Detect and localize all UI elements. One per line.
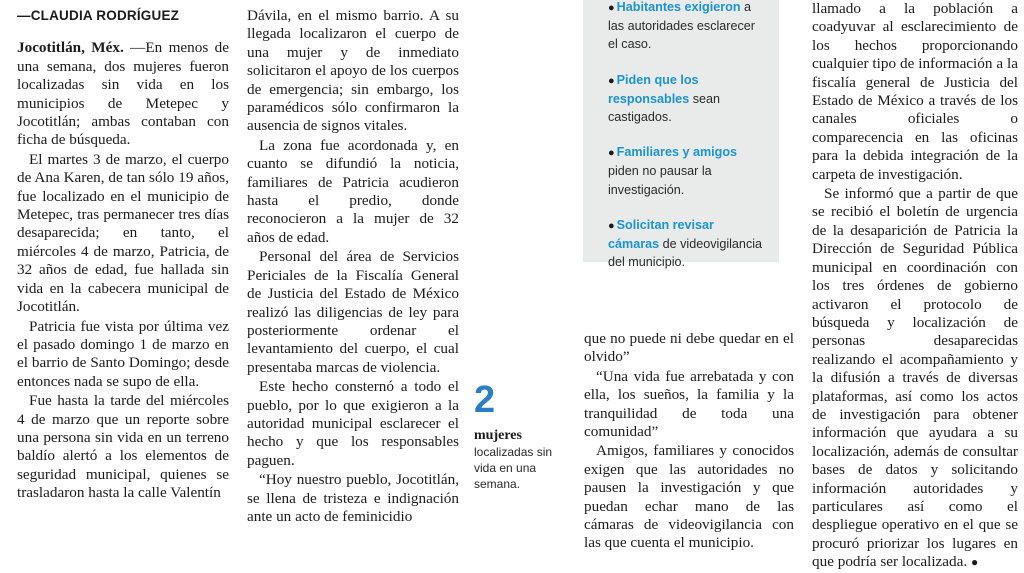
article-paragraph: Este hecho consternó a todo el pueblo, por lo que exigieron a la autoridad municipal esclarecer el hecho y que los responsables paguen. [247,378,459,469]
article-paragraph: Fue hasta la tarde del miércoles 4 de marzo que un reporte sobre una persona sin vida en un terreno baldío alertó a los elementos de seguridad municipal, quienes se trasladaron hasta la calle Valentín [17,392,229,502]
article-paragraph: “Una vida fue arrebatada y con ella, los sueños, la familia y la tranquilidad de toda una comunidad” [584,367,794,441]
bullet-icon: ● [608,147,615,160]
article-paragraph: La zona fue acordonada y, en cuanto se difundió la noticia, familiares de Patricia acudieron hasta el predio, donde reconocieron a la mujer de 32 años de edad. [247,136,459,246]
article-paragraph: Jocotitlán, Méx. —En menos de una semana, dos mujeres fueron localizadas sin vida en los municipios de Metepec y Jocotitlán; ambas contaban con ficha de búsqueda. [17,39,229,149]
article-column-5 [812,0,1018,573]
sidebar-item: ● Solicitan revisar cámaras de videovigilancia del municipio. [608,217,763,270]
bullet-icon: ● [608,219,615,232]
article-paragraph: El martes 3 de marzo, el cuerpo de Ana Karen, de tan sólo 19 años, fue localizado en el municipio de Metepec, tras permanecer tres días desaparecida; en tanto, el miércoles 4 de marzo, Patricia, de 32 años de edad, fue hallada sin vida en la cabecera municipal de Jocotitlán. [17,150,229,316]
article-paragraph: Amigos, familiares y conocidos exigen que las autoridades no pausen la investigación y que puedan echar mano de las cámaras de videovigilancia con las que cuenta el municipio. [584,442,794,552]
bullet-icon: ● [608,2,615,14]
article-paragraph: “Hoy nuestro pueblo, Jocotitlán, se llena de tristeza e indignación ante un acto de feminicidio [247,471,459,525]
byline: —CLAUDIA RODRÍGUEZ [17,8,180,23]
article-paragraph: Dávila, en el mismo barrio. A su llegada localizaron el cuerpo de una mujer y de inmediato solicitaron el apoyo de los cuerpos de emergencia; sin embargo, los paramédicos sólo confirmaron la ausencia de signos vitales. [247,7,459,135]
sidebar-item: ● Familiares y amigos piden no pausar la investigación. [608,145,738,197]
article-column-1 [17,7,229,504]
sidebar-box [583,0,779,270]
article-paragraph: Patricia fue vista por última vez el pasado domingo 1 de marzo en el barrio de Santo Domingo; desde entonces nada se supo de ella. [17,317,229,390]
end-mark-icon: ● [970,555,979,570]
stat-number: 2 [474,379,496,421]
article-paragraph: Personal del área de Servicios Periciales de la Fiscalía General de Justicia del Estado de México realizó las diligencias de ley para posteriormente ordenar el levantamiento del cuerpo, el cual presentaba marcas de violencia. [247,248,459,376]
article-column-4 [584,330,794,554]
stat-callout [474,381,564,492]
article-paragraph: que no puede ni debe quedar en el olvido” [584,330,794,366]
article-column-2 [247,7,459,527]
sidebar-item: ● Piden que los responsables sean castigados. [608,72,721,125]
bullet-icon: ● [608,74,615,87]
sidebar-item: ● Habitantes exigieron a las autoridades esclarecer el caso. [608,0,756,52]
article-paragraph: llamado a la población a coadyuvar al esclarecimiento de los hechos proporcionando cualquier tipo de información a la fiscalía general de Justicia del Estado de México a través de los canales oficiales o comparecencia en las oficinas para la debida integración de la carpeta de investigación. [812,0,1018,183]
stat-description: localizadas sin vida en una semana. [474,445,553,491]
dateline: Jocotitlán, Méx. [17,39,124,57]
article-paragraph: Se informó que a partir de que se recibió el boletín de urgencia de la desaparición de Patricia la Dirección de Seguridad Pública municipal en coordinación con los tres órdenes de gobierno activaron el protocolo de búsqueda y localización de personas desaparecidas realizando el acompañamiento y la difusión a través de diversas plataformas, así como los actos de investigación para obtener información que ayudara a su localización, además de consultar bases de datos y solicitando información autoridades y particulares así como el despliegue operativo en el que se procuró priorizar los lugares en que podría ser localizada. ● [812,185,1018,571]
stat-label: mujeres [474,428,522,443]
